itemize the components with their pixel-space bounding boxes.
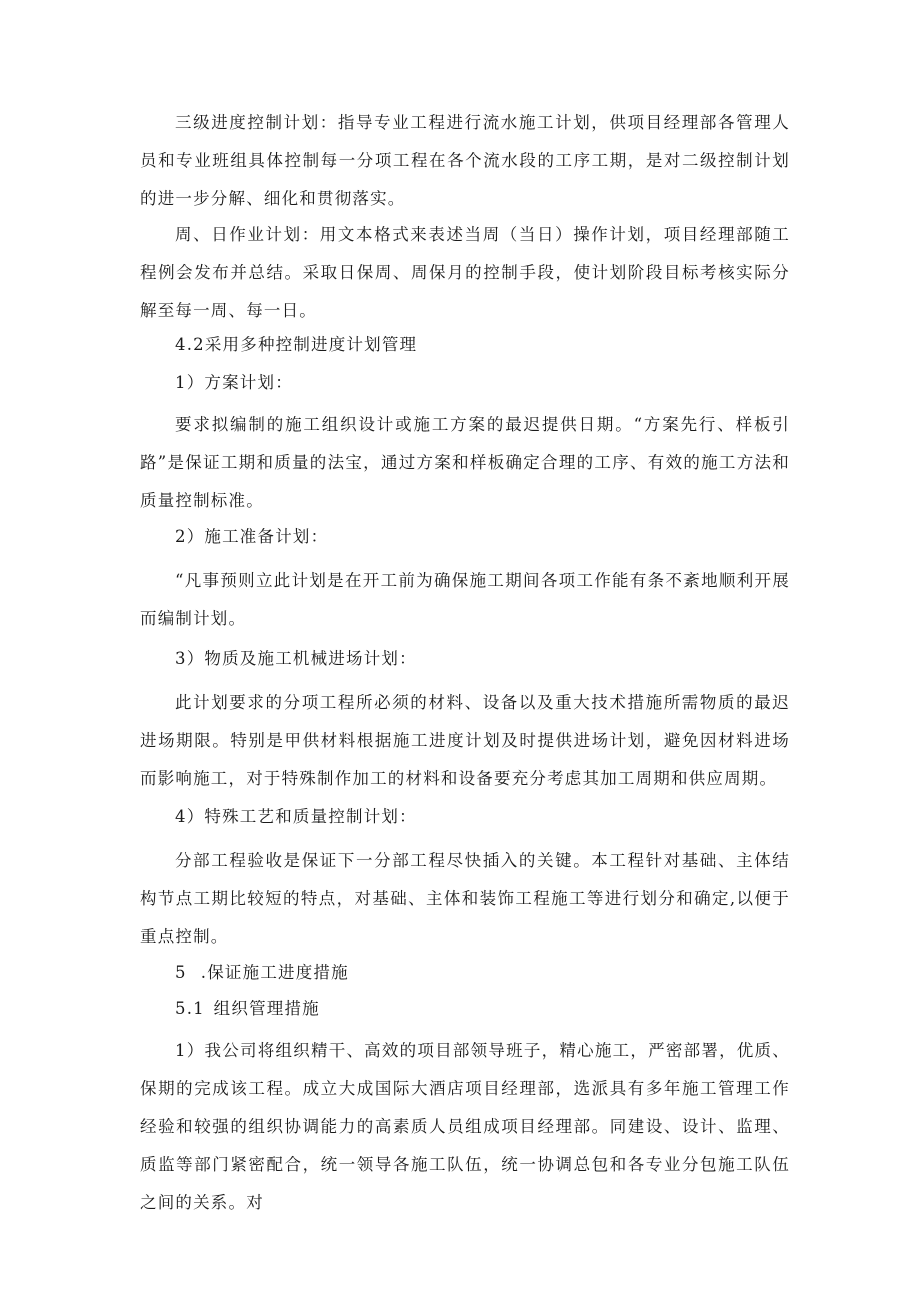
heading-5: 5 .保证施工进度措施 bbox=[175, 963, 349, 982]
item1-title: 1）方案计划： bbox=[175, 373, 293, 392]
paragraph-level3-plan: 三级进度控制计划：指导专业工程进行流水施工计划，供项目经理部各管理人员和专业班组具体控制每一分项工程在各个流水段的工序工期，是对二级控制计划的进一步分解、细化和贯彻落实。 bbox=[140, 113, 790, 208]
paragraph-5-1-item1: 1）我公司将组织精干、高效的项目部领导班子，精心施工，严密部署，优质、保期的完成该工程。成立大成国际大酒店项目经理部，选派具有多年施工管理工作经验和较强的组织协调能力的高素质人员组成项目经理部。同建设、设计、监理、质监等部门紧密配合，统一领导各施工队伍，统一协调总包和各专业分包施工队伍之间的关系。对 bbox=[140, 1041, 790, 1212]
item4-title: 4）特殊工艺和质量控制计划： bbox=[175, 807, 417, 826]
heading-4-2: 4.2采用多种控制进度计划管理 bbox=[175, 335, 418, 354]
item1-body: 要求拟编制的施工组织设计或施工方案的最迟提供日期。“方案先行、样板引路”是保证工期和质量的法宝，通过方案和样板确定合理的工序、有效的施工方法和质量控制标准。 bbox=[140, 415, 790, 510]
item2-body: “凡事预则立此计划是在开工前为确保施工期间各项工作能有条不紊地顺利开展而编制计划。 bbox=[140, 571, 790, 628]
item3-title: 3）物质及施工机械进场计划： bbox=[175, 649, 417, 668]
heading-5-1: 5.1 组织管理措施 bbox=[175, 999, 320, 1018]
item4-body: 分部工程验收是保证下一分部工程尽快插入的关键。本工程针对基础、主体结构节点工期比较短的特点，对基础、主体和装饰工程施工等进行划分和确定,以便于重点控制。 bbox=[140, 851, 790, 946]
item3-body: 此计划要求的分项工程所必须的材料、设备以及重大技术措施所需物质的最迟进场期限。特别是甲供材料根据施工进度计划及时提供进场计划，避免因材料进场而影响施工，对于特殊制作加工的材料和设备要充分考虑其加工周期和供应周期。 bbox=[140, 693, 790, 788]
paragraph-weekly-plan: 周、日作业计划：用文本格式来表述当周（当日）操作计划，项目经理部随工程例会发布并总结。采取日保周、周保月的控制手段，使计划阶段目标考核实际分解至每一周、每一日。 bbox=[140, 225, 790, 320]
item2-title: 2）施工准备计划： bbox=[175, 527, 329, 546]
